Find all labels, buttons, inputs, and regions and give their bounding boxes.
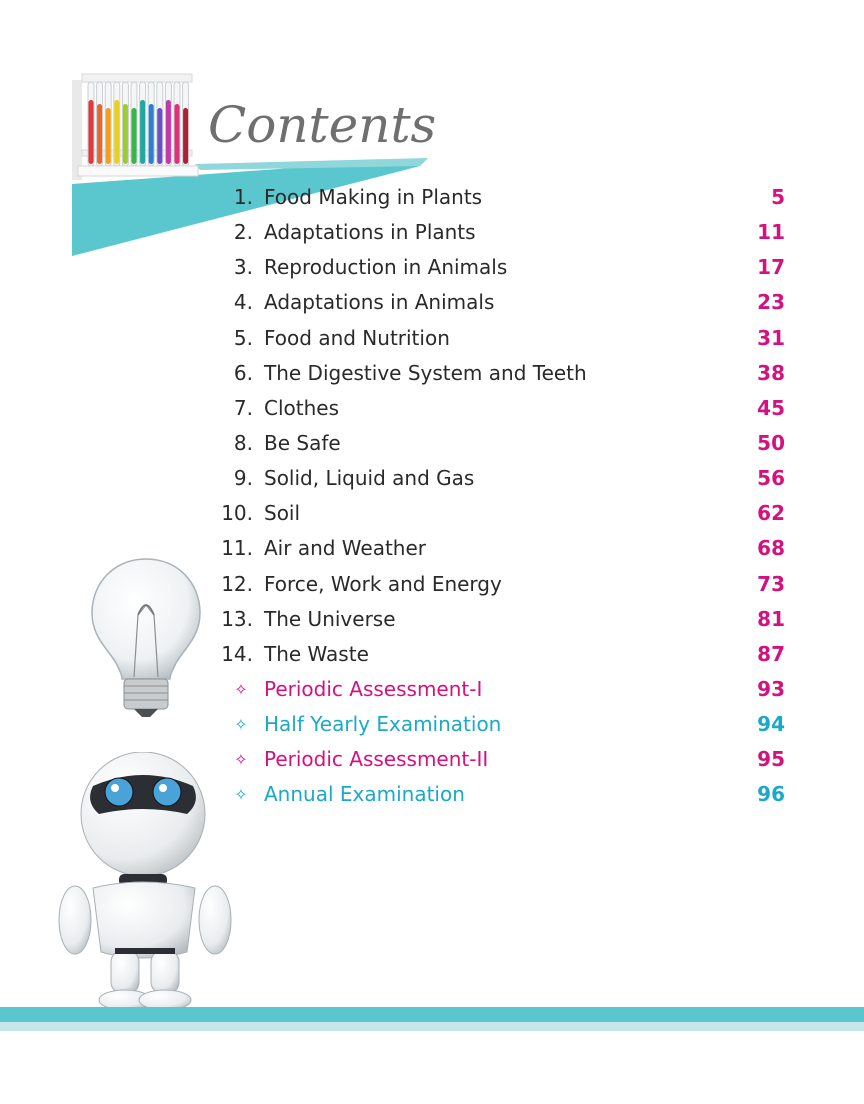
page-number: 23 [757,290,785,315]
page-number: 50 [757,430,785,455]
toc-entry[interactable] [215,461,785,496]
toc-entry[interactable] [215,602,785,637]
test-tube-liquid [183,108,188,164]
chapter-number: 5. [233,325,253,350]
four-point-star-icon: ✧ [234,715,248,735]
chapter-number: 10. [221,501,253,526]
chapter-number: 1. [233,185,253,209]
light-bulb-icon [86,555,206,720]
chapter-title: Clothes [264,395,339,420]
chapter-title: Reproduction in Animals [264,255,508,280]
assessment-title: Half Yearly Examination [264,712,502,737]
assessment-title: Annual Examination [264,782,465,807]
toc-entry[interactable] [215,356,785,391]
toc-assessment-entry[interactable] [215,742,785,777]
page-number: 81 [757,606,785,631]
page-number: 38 [757,360,785,385]
test-tube-liquid [89,100,94,164]
chapter-number: 8. [233,430,253,455]
page-number: 11 [757,220,785,245]
chapter-title: Food Making in Plants [264,185,483,209]
chapter-number: 7. [233,395,253,420]
chapter-title: Adaptations in Plants [264,220,476,245]
table-of-contents [215,180,785,813]
chapter-number: 12. [221,571,253,596]
toc-entry[interactable] [215,250,785,285]
test-tube-liquid [97,104,102,164]
toc-entry[interactable] [215,391,785,426]
page-number: 68 [757,536,785,561]
chapter-title: Adaptations in Animals [264,290,495,315]
chapter-number: 6. [233,360,253,385]
chapter-number: 3. [233,255,253,280]
test-tubes-rack-icon [72,74,198,180]
chapter-number: 13. [221,606,253,631]
chapter-title: Air and Weather [264,536,427,561]
toc-entry[interactable] [215,531,785,566]
test-tube-liquid [123,104,128,164]
test-tube-liquid [114,100,119,164]
chapter-number: 2. [233,220,253,245]
test-tube-liquid [140,100,145,164]
four-point-star-icon: ✧ [234,785,248,805]
chapter-title: Soil [264,501,301,526]
test-tube-liquid [166,100,171,164]
test-tube-liquid [157,108,162,164]
robot-icon [55,752,235,1012]
chapter-title: The Waste [264,641,369,666]
chapter-title: Be Safe [264,430,341,455]
chapter-title: Solid, Liquid and Gas [264,466,475,491]
assessment-title: Periodic Assessment-II [264,747,489,772]
page-number: 17 [757,255,785,280]
page-number: 94 [757,712,785,737]
toc-entry[interactable] [215,180,785,215]
chapter-title: Force, Work and Energy [264,571,502,596]
page-number: 96 [757,782,785,807]
chapter-title: The Digestive System and Teeth [264,360,587,385]
footer-stripe-light [0,1022,864,1031]
page-number: 31 [757,325,785,350]
chapter-number: 4. [233,290,253,315]
toc-entry[interactable] [215,637,785,672]
chapter-title: The Universe [264,606,396,631]
page-number: 73 [757,571,785,596]
test-tube-liquid [132,108,137,164]
page-number: 56 [757,466,785,491]
page-number: 62 [757,501,785,526]
toc-entry[interactable] [215,321,785,356]
toc-entry[interactable] [215,215,785,250]
page-number: 87 [757,641,785,666]
footer-stripe [0,1007,864,1022]
test-tube-liquid [149,104,154,164]
page-title: Contents [208,96,437,154]
page-number: 45 [757,395,785,420]
four-point-star-icon: ✧ [234,750,248,770]
page-number: 95 [757,747,785,772]
toc-assessment-entry[interactable] [215,777,785,812]
assessment-title: Periodic Assessment-I [264,676,483,701]
chapter-number: 11. [221,536,253,561]
chapter-number: 9. [233,466,253,491]
toc-entry[interactable] [215,496,785,531]
toc-entry[interactable] [215,567,785,602]
test-tube-liquid [175,104,180,164]
chapter-number: 14. [221,641,253,666]
toc-assessment-entry[interactable] [215,707,785,742]
test-tube-liquid [106,108,111,164]
four-point-star-icon: ✧ [234,679,248,699]
toc-entry[interactable] [215,426,785,461]
toc-assessment-entry[interactable] [215,672,785,707]
toc-entry[interactable] [215,285,785,320]
page-number: 5 [771,185,785,209]
chapter-title: Food and Nutrition [264,325,450,350]
page-number: 93 [757,676,785,701]
